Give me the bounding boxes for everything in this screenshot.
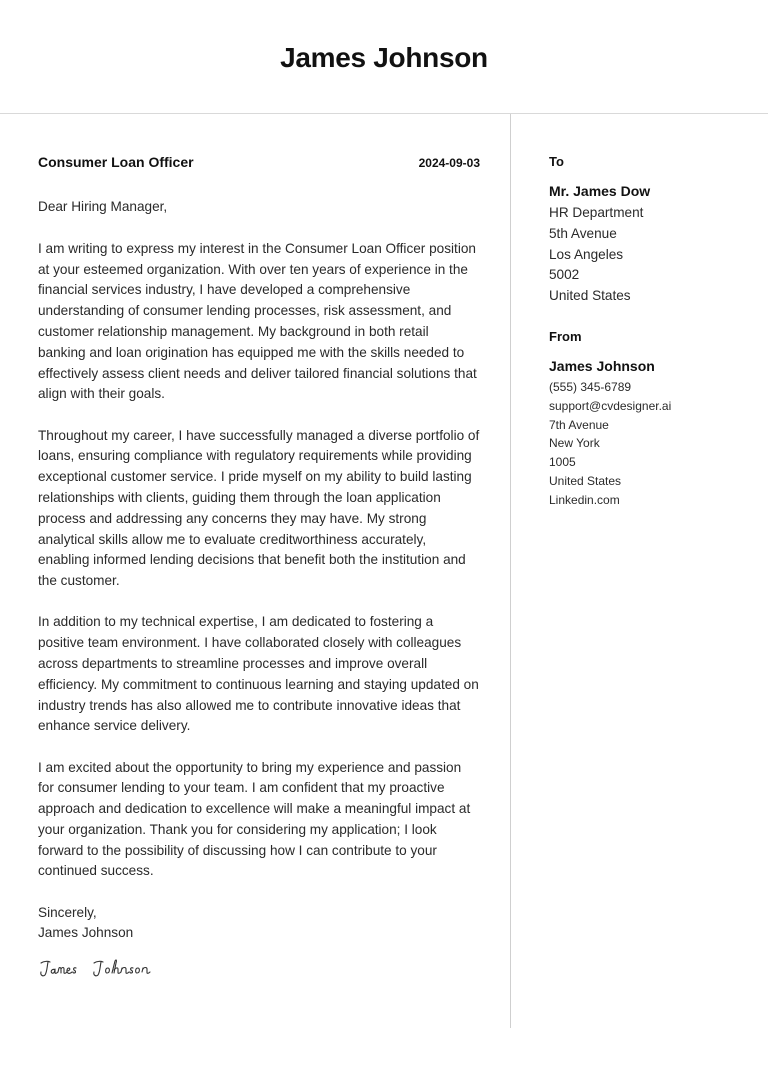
letter-paragraph: I am writing to express my interest in the Consumer Loan Officer position at your esteemed organization. With over ten years of experience in the financial services industry, I have developed a comprehensive understanding of consumer lending processes, risk assessment, and customer relationship management. My background in both retail banking and loan origination has equipped me with the skills needed to effectively assess client needs and deliver tailored financial solutions that align with their goals.	[38, 240, 477, 402]
address-sidebar	[549, 154, 749, 510]
recipient-block	[549, 154, 749, 307]
salutation: Dear Hiring Manager,	[38, 199, 168, 214]
closing-name: James Johnson	[38, 925, 134, 941]
letter-body	[38, 154, 480, 980]
recipient-label: To	[549, 154, 564, 169]
page-header	[0, 0, 768, 114]
letter-paragraph: I am excited about the opportunity to bring my experience and passion for consumer lending to your team. I am confident that my proactive approach and dedication to excellence will make a meaningful impact at your organization. Thank you for considering my application; I look forward to the possibility of discussing how I can contribute to your continued success.	[38, 759, 471, 879]
letter-paragraph: Throughout my career, I have successfully managed a diverse portfolio of loans, ensuring compliance with regulatory requirements while providing exceptional customer service. I pride myself on my ability to build lasting relationships with clients, guiding them through the loan application process and addressing any concerns they may have. My strong analytical skills allow me to evaluate creditworthiness accurately, enabling informed lending decisions that benefit both the institution and the customer.	[38, 427, 480, 589]
recipient-line: Los Angeles	[549, 246, 624, 262]
sender-city: New York	[549, 436, 600, 451]
letter-title-row	[38, 154, 480, 170]
column-divider	[510, 114, 511, 1028]
applicant-name-heading: James Johnson	[280, 41, 488, 73]
closing-block	[38, 903, 480, 945]
sender-website: Linkedin.com	[549, 492, 620, 507]
handwritten-signature	[38, 956, 178, 980]
job-title: Consumer Loan Officer	[38, 154, 194, 170]
recipient-line: 5002	[549, 267, 580, 283]
recipient-line: United States	[549, 288, 631, 304]
recipient-line: HR Department	[549, 205, 644, 220]
sender-street: 7th Avenue	[549, 417, 609, 432]
sender-country: United States	[549, 473, 622, 488]
recipient-line: 5th Avenue	[549, 225, 617, 241]
sender-phone: (555) 345-6789	[549, 379, 632, 394]
sender-name: James Johnson	[549, 357, 655, 374]
sender-email: support@cvdesigner.ai	[549, 398, 672, 413]
sender-block	[549, 329, 749, 510]
letter-date: 2024-09-03	[418, 156, 480, 170]
closing-phrase: Sincerely,	[38, 904, 97, 920]
letter-paragraph: In addition to my technical expertise, I am dedicated to fostering a positive team environment. I have collaborated closely with colleagues across departments to streamline processes and improve overall efficiency. My commitment to continuous learning and staying updated on industry trends has also allowed me to contribute innovative ideas that enhance service delivery.	[38, 614, 479, 734]
recipient-name: Mr. James Dow	[549, 183, 651, 199]
sender-postal-code: 1005	[549, 455, 576, 470]
sender-label: From	[549, 328, 582, 344]
